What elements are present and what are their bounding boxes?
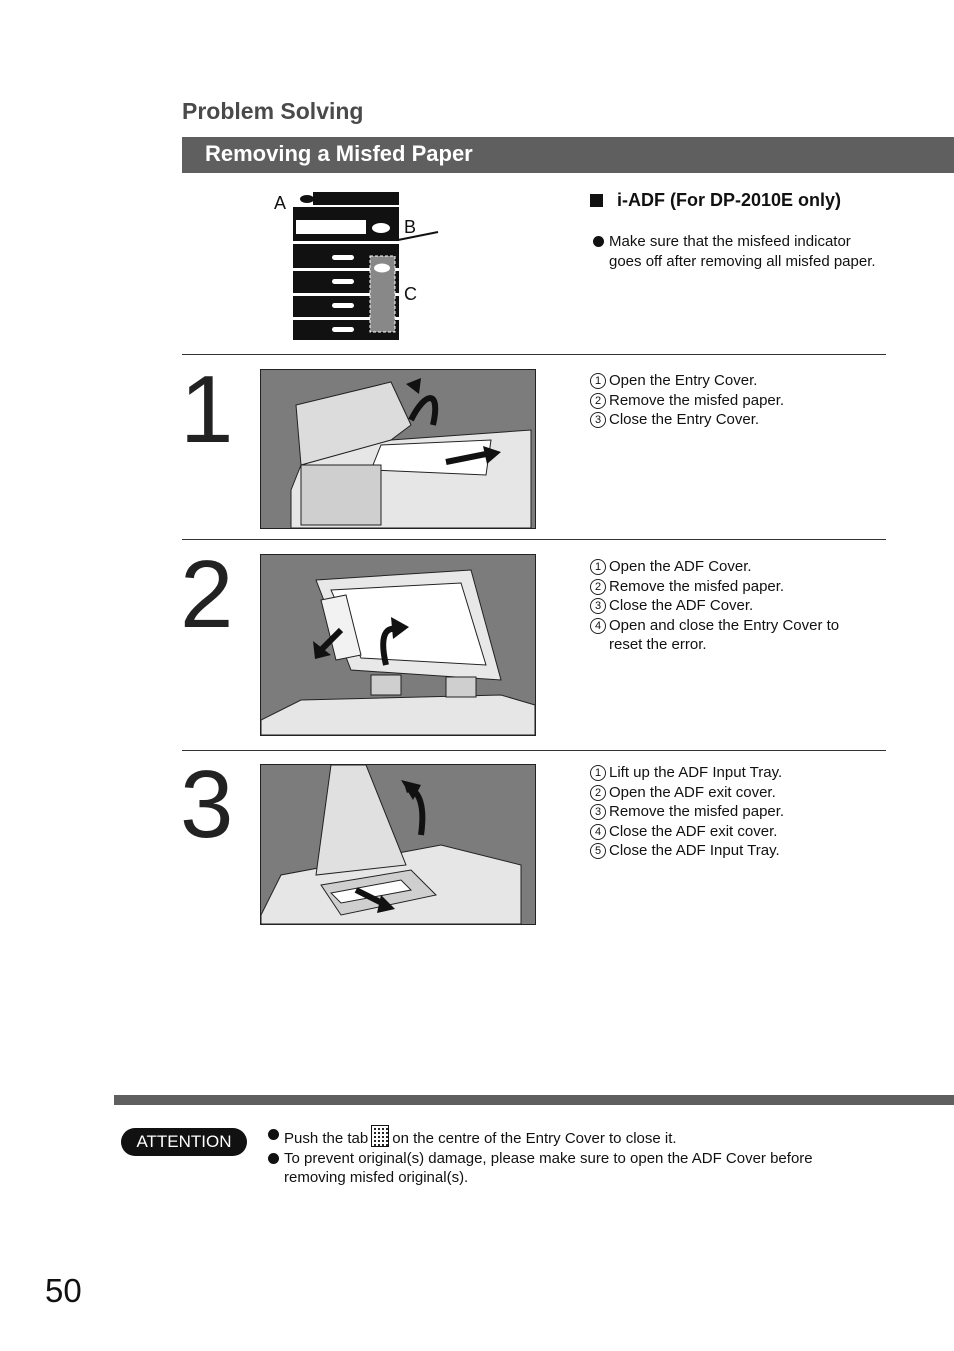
list-item [268,1125,868,1149]
instruction-text: Close the ADF Input Tray. [609,842,780,859]
instruction-text: Close the Entry Cover. [609,411,760,428]
step-marker: 3 [590,598,606,614]
page-title: Removing a Misfed Paper [205,141,473,166]
list-item [268,1149,868,1188]
entry-cover-drawing [261,370,535,528]
bullet-icon [268,1129,279,1140]
instruction-text: Remove the misfed paper. [609,803,785,820]
attention-item-2: To prevent original(s) damage, please make sure to open the ADF Cover before removing misfed original(s). [284,1149,813,1186]
step-marker: 1 [590,765,606,781]
instruction-text: Close the ADF Cover. [609,597,754,614]
bullet-icon [593,236,604,247]
attention-item-1-after: on the centre of the Entry Cover to close it. [392,1130,677,1147]
list-item [590,391,784,411]
attention-list [268,1125,868,1188]
step-2-illustration [260,554,536,736]
indicator-panel-drawing [270,190,450,345]
list-item [590,783,784,803]
attention-item-1 [284,1125,677,1149]
divider [182,354,886,355]
instruction-text: Open and close the Entry Cover to reset the error. [609,616,840,653]
list-item [590,822,784,842]
step-1-instructions [590,371,784,430]
adf-heading-text: i-ADF (For DP-2010E only) [617,190,842,210]
instruction-text: Open the ADF Cover. [609,558,752,575]
step-marker: 4 [590,618,606,634]
step-marker: 1 [590,559,606,575]
step-3-instructions [590,763,784,861]
square-bullet-icon [590,194,603,207]
step-marker: 2 [590,785,606,801]
list-item [590,802,784,822]
label-a: A [274,193,287,213]
step-marker: 3 [590,412,606,428]
adf-note [593,232,883,271]
step-marker: 2 [590,579,606,595]
step-marker: 4 [590,824,606,840]
list-item [590,596,870,616]
list-item [590,557,870,577]
instruction-text: Lift up the ADF Input Tray. [609,764,783,781]
instruction-text: Remove the misfed paper. [609,577,785,595]
adf-input-tray-drawing [261,765,535,924]
list-item [590,616,870,655]
bullet-icon [268,1153,279,1164]
adf-heading [590,190,841,211]
step-marker: 1 [590,373,606,389]
adf-note-text: Make sure that the misfeed indicator goes off after removing all misfed paper. [609,233,876,270]
list-item [590,841,784,861]
instruction-text: Open the Entry Cover. [609,372,758,389]
list-item [590,410,784,430]
instruction-text: Remove the misfed paper. [609,391,785,409]
attention-badge: ATTENTION [121,1128,247,1156]
step-3-illustration [260,764,536,925]
step-marker: 3 [590,804,606,820]
step-1-illustration [260,369,536,529]
list-item [590,763,784,783]
indicator-panel-illustration [270,190,450,345]
section-title: Problem Solving [182,98,364,124]
label-c: C [404,284,417,304]
attention-item-1-before: Push the tab [284,1130,369,1147]
adf-cover-drawing [261,555,535,735]
instruction-text: Open the ADF exit cover. [609,783,776,801]
tab-icon [371,1125,389,1147]
divider [182,750,886,751]
label-b: B [404,217,417,237]
step-number-2: 2 [180,541,234,648]
step-2-instructions [590,557,870,655]
list-item [590,371,784,391]
divider [182,539,886,540]
page-number: 50 [45,1272,82,1309]
attention-divider [114,1095,954,1105]
step-number-1: 1 [180,356,234,463]
step-number-3: 3 [180,751,234,858]
page-title-bar [182,137,954,173]
list-item [590,577,870,597]
instruction-text: Close the ADF exit cover. [609,822,778,840]
step-marker: 2 [590,393,606,409]
step-marker: 5 [590,843,606,859]
